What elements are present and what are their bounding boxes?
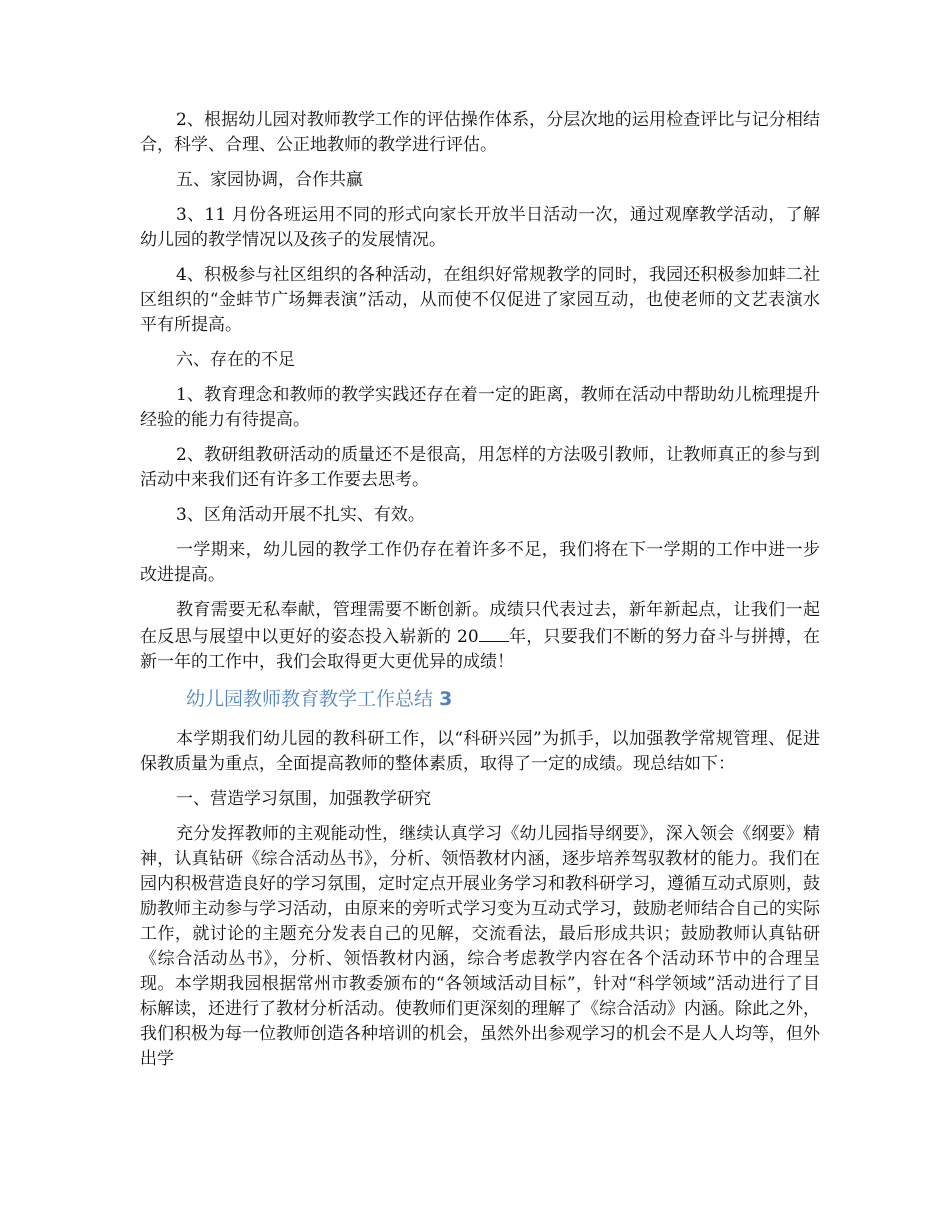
section-heading-number: 3 xyxy=(439,688,453,710)
paragraph-evaluation: 2、根据幼儿园对教师教学工作的评估操作体系，分层次地的运用检查评比与记分相结合，科学、合理、公正地教师的教学进行评估。 xyxy=(140,110,820,155)
section-heading xyxy=(140,685,820,713)
paragraph-learning-detail: 充分发挥教师的主观能动性，继续认真学习《幼儿园指导纲要》，深入领会《纲要》精神，认真钻研《综合活动丛书》，分析、领悟教材内涵，逐步培养驾驭教材的能力。我们在园内积极营造良好的学习氛围，定时定点开展业务学习和教科研学习，遵循互动式原则，鼓励教师主动参与学习活动，由原来的旁听式学习变为互动式学习，鼓励老师结合自己的实际工作，就讨论的主题充分发表自己的见解，交流看法，最后形成共识；鼓励教师认真钻研《综合活动丛书》，分析、领悟教材内涵，综合考虑教学内容在各个活动环节中的合理呈现。本学期我园根据常州市教委颁布的“各领域活动目标”，针对“科学领域”活动进行了目标解读，还进行了教材分析活动。使教师们更深刻的理解了《综合活动》内涵。除此之外，我们积极为每一位教师创造各种培训的机会，虽然外出参观学习的机会不是人人均等，但外出学 xyxy=(140,824,820,1069)
paragraph-semester-summary: 一学期来，幼儿园的教学工作仍存在着许多不足，我们将在下一学期的工作中进一步改进提高。 xyxy=(140,540,820,585)
paragraph-open-day: 3、11 月份各班运用不同的形式向家长开放半日活动一次，通过观摩教学活动，了解幼儿园的教学情况以及孩子的发展情况。 xyxy=(140,205,820,250)
paragraph-shortcoming-3: 3、区角活动开展不扎实、有效。 xyxy=(176,505,425,525)
closing-text-after: 年，只要我们不断的努力奋斗与拼搏，在新一年的工作中，我们会取得更大更优异的成绩！ xyxy=(140,627,820,672)
paragraph-community: 4、积极参与社区组织的各种活动，在组织好常规教学的同时，我园还积极参加蚌二社区组织的“金蚌节广场舞表演”活动，从而使不仅促进了家园互动，也使老师的文艺表演水平有所提高。 xyxy=(140,265,820,335)
paragraph-shortcoming-1: 1、教育理念和教师的教学实践还存在着一定的距离，教师在活动中帮助幼儿梳理提升经验的能力有待提高。 xyxy=(140,385,820,430)
section-heading-text: 幼儿园教师教育教学工作总结 xyxy=(186,688,434,710)
document-body xyxy=(140,108,820,1082)
closing-text-before: 教育需要无私奉献，管理需要不断创新。成绩只代表过去，新年新起点，让我们一起在反思与展望中以更好的姿态投入崭新的 20 xyxy=(140,600,820,647)
paragraph-closing xyxy=(140,598,820,675)
paragraph-shortcoming-2: 2、教研组教研活动的质量还不是很高，用怎样的方法吸引教师，让教师真正的参与到活动中来我们还有许多工作要去思考。 xyxy=(140,445,820,490)
paragraph-intro: 本学期我们幼儿园的教科研工作，以“科研兴园”为抓手，以加强教学常规管理、促进保教质量为重点，全面提高教师的整体素质，取得了一定的成绩。现总结如下： xyxy=(140,729,820,774)
year-blank xyxy=(479,623,509,642)
section-title-learning: 一、营造学习氛围，加强教学研究 xyxy=(176,789,431,809)
section-title-shortcomings: 六、存在的不足 xyxy=(176,350,295,370)
section-title-home-school: 五、家园协调，合作共赢 xyxy=(176,170,363,190)
